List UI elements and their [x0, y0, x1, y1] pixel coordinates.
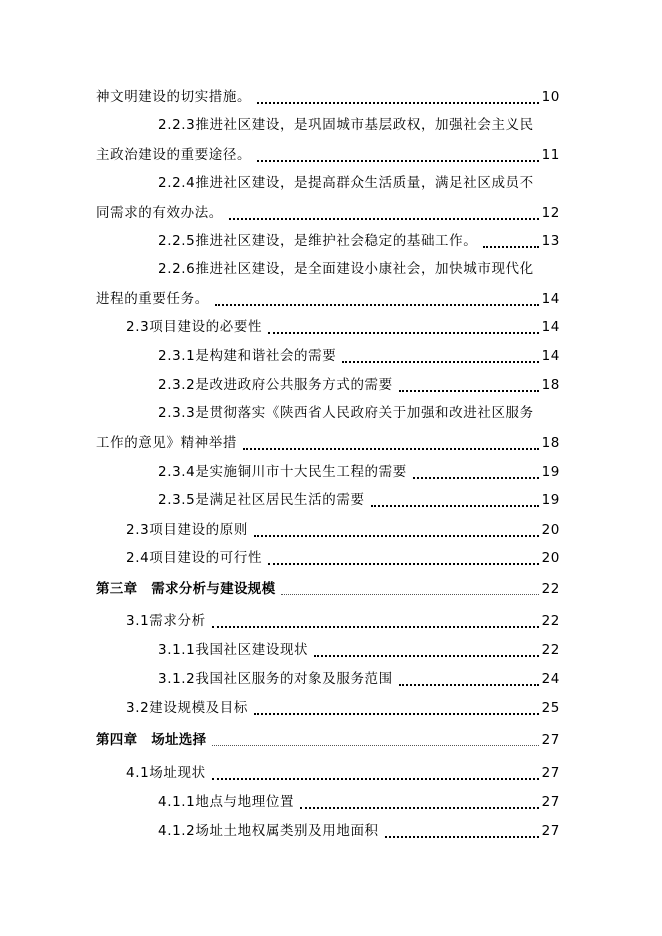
toc-leader-dots	[254, 699, 539, 715]
toc-leader-dots	[212, 612, 539, 628]
toc-entry-text: 2.3.4是实施铜川市十大民生工程的需要	[158, 464, 407, 480]
toc-entry[interactable]	[126, 760, 560, 782]
toc-page-number: 10	[541, 89, 560, 105]
toc-leader-dots	[268, 318, 539, 334]
toc-page-number: 22	[541, 613, 560, 629]
toc-leader-dots	[257, 88, 539, 104]
toc-page-number: 27	[541, 794, 560, 810]
toc-entry[interactable]	[96, 84, 560, 106]
toc-leader-dots	[371, 491, 539, 507]
toc-entry[interactable]	[158, 343, 560, 365]
toc-leader-dots	[399, 670, 539, 686]
toc-leader-dots	[314, 641, 538, 657]
toc-entry-text: 工作的意见》精神举措	[96, 435, 237, 451]
toc-entry-text: 2.3.1是构建和谐社会的需要	[158, 348, 337, 364]
toc-entry-text: 主政治建设的重要途径。	[96, 147, 252, 163]
toc-entry[interactable]	[158, 228, 560, 250]
toc-entry[interactable]	[96, 142, 560, 164]
toc-page-number: 22	[541, 642, 560, 658]
toc-page-number: 20	[541, 550, 560, 566]
toc-leader-dots	[229, 204, 539, 220]
toc-leader-dots	[300, 793, 539, 809]
toc-entry[interactable]	[96, 258, 560, 280]
toc-entry-text: 第四章 场址选择	[96, 732, 207, 748]
toc-entry-text: 2.3项目建设的必要性	[126, 319, 263, 335]
toc-entry[interactable]	[158, 666, 560, 688]
toc-entry[interactable]	[126, 517, 560, 539]
toc-leader-dots	[483, 232, 538, 248]
toc-entry-text: 3.1需求分析	[126, 613, 206, 629]
toc-leader-dots	[257, 146, 539, 162]
toc-entry-text: 进程的重要任务。	[96, 291, 209, 307]
toc-chapter-entry[interactable]	[96, 727, 560, 749]
toc-entry-text: 2.2.6推进社区建设，是全面建设小康社会，加快城市现代化	[158, 261, 534, 277]
toc-page-number: 19	[541, 492, 560, 508]
toc-entry-text: 2.3.3是贯彻落实《陕西省人民政府关于加强和改进社区服务	[158, 405, 534, 421]
toc-page-number: 27	[541, 765, 560, 781]
toc-leader-dots	[281, 580, 538, 595]
toc-entry-text: 4.1场址现状	[126, 765, 206, 781]
toc-leader-dots	[268, 549, 539, 565]
toc-page-number: 12	[541, 205, 560, 221]
toc-entry-text: 4.1.1地点与地理位置	[158, 794, 295, 810]
toc-entry[interactable]	[158, 372, 560, 394]
toc-entry-text: 2.2.5推进社区建设，是维护社会稳定的基础工作。	[158, 233, 478, 249]
toc-leader-dots	[212, 764, 539, 780]
toc-entry[interactable]	[96, 200, 560, 222]
toc-leader-dots	[215, 290, 539, 306]
toc-entry[interactable]	[126, 314, 560, 336]
toc-page-number: 20	[541, 522, 560, 538]
toc-page-number: 13	[541, 233, 560, 249]
toc-entry-text: 2.4项目建设的可行性	[126, 550, 263, 566]
toc-entry[interactable]	[158, 459, 560, 481]
toc-entry[interactable]	[96, 114, 560, 136]
toc-leader-dots	[413, 463, 539, 479]
toc-entry-text: 2.3.2是改进政府公共服务方式的需要	[158, 377, 393, 393]
toc-entry[interactable]	[158, 637, 560, 659]
toc-leader-dots	[243, 434, 539, 450]
toc-entry-text: 2.3项目建设的原则	[126, 522, 248, 538]
toc-page-number: 19	[541, 464, 560, 480]
toc-entry[interactable]	[96, 430, 560, 452]
toc-leader-dots	[399, 376, 539, 392]
toc-page-number: 24	[541, 671, 560, 687]
toc-page-number: 27	[541, 823, 560, 839]
toc-entry-text: 3.1.1我国社区建设现状	[158, 642, 309, 658]
toc-page-number: 22	[541, 581, 560, 597]
toc-entry-text: 4.1.2场址土地权属类别及用地面积	[158, 823, 379, 839]
toc-chapter-entry[interactable]	[96, 576, 560, 598]
toc-page-number: 14	[541, 319, 560, 335]
toc-entry[interactable]	[158, 818, 560, 840]
toc-entry-text: 2.2.4推进社区建设，是提高群众生活质量，满足社区成员不	[158, 175, 534, 191]
toc-entry[interactable]	[126, 545, 560, 567]
toc-entry-text: 神文明建设的切实措施。	[96, 89, 252, 105]
toc-entry-text: 2.2.3推进社区建设，是巩固城市基层政权，加强社会主义民	[158, 117, 534, 133]
toc-page-number: 27	[541, 732, 560, 748]
toc-leader-dots	[254, 521, 539, 537]
toc-entry[interactable]	[158, 487, 560, 509]
toc-entry[interactable]	[126, 608, 560, 630]
toc-leader-dots	[342, 347, 538, 363]
toc-leader-dots	[212, 731, 538, 746]
toc-entry[interactable]	[96, 172, 560, 194]
toc-entry[interactable]	[96, 402, 560, 424]
toc-page-number: 11	[541, 147, 560, 163]
toc-entry-text: 3.2建设规模及目标	[126, 700, 248, 716]
toc-page-number: 14	[541, 348, 560, 364]
toc-entry[interactable]	[158, 789, 560, 811]
toc-entry-text: 3.1.2我国社区服务的对象及服务范围	[158, 671, 393, 687]
toc-entry-text: 2.3.5是满足社区居民生活的需要	[158, 492, 365, 508]
toc-page-number: 14	[541, 291, 560, 307]
toc-entry[interactable]	[126, 695, 560, 717]
toc-leader-dots	[385, 822, 539, 838]
toc-page-number: 25	[541, 700, 560, 716]
toc-entry-text: 同需求的有效办法。	[96, 205, 223, 221]
toc-entry[interactable]	[96, 286, 560, 308]
toc-entry-text: 第三章 需求分析与建设规模	[96, 581, 276, 597]
toc-page-number: 18	[541, 435, 560, 451]
toc-page-number: 18	[541, 377, 560, 393]
